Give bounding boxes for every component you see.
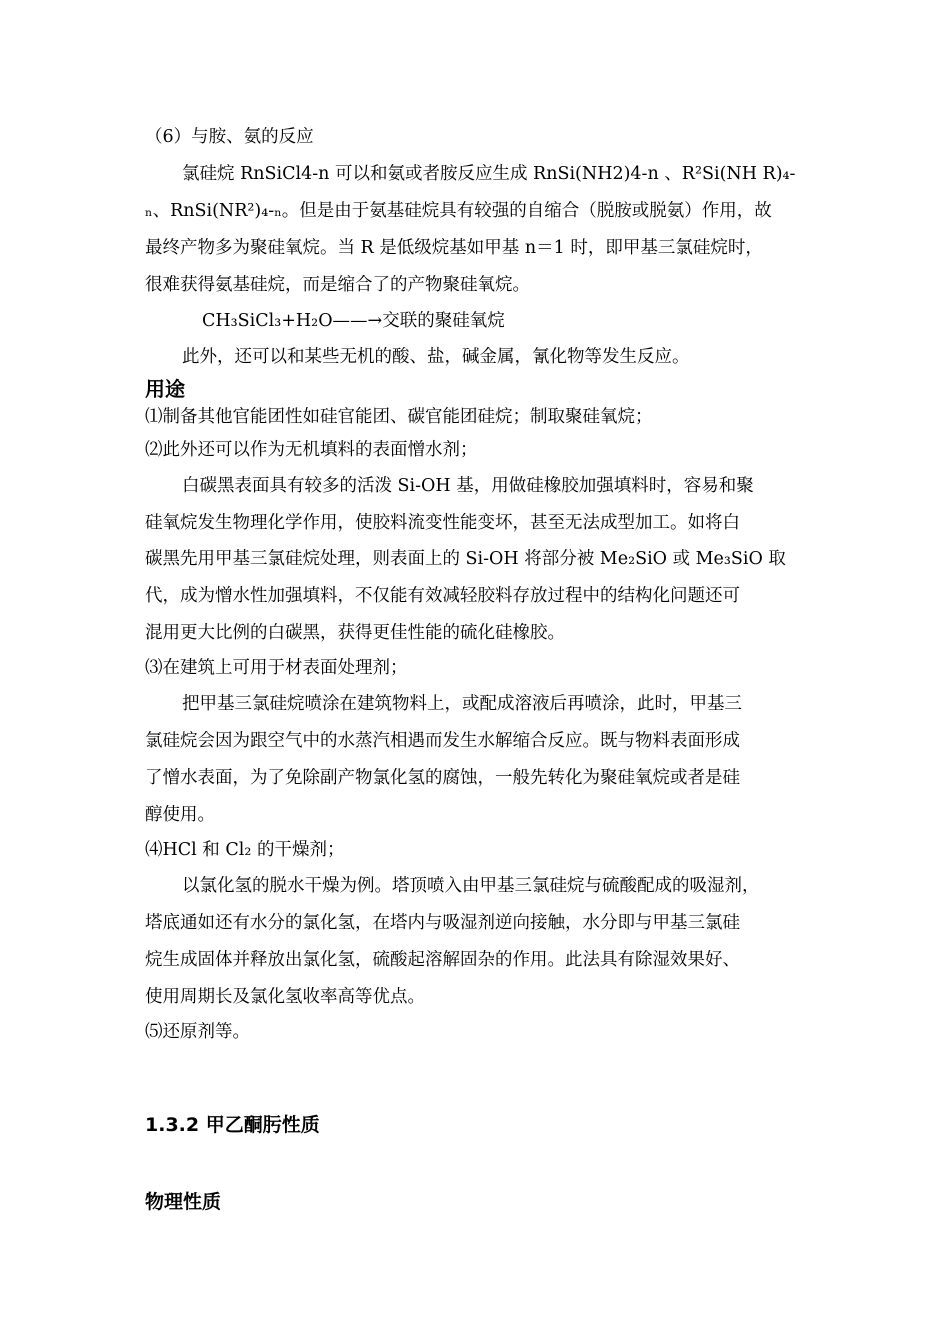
chemical-equation: CH₃SiCl₃+H₂O——→交联的聚硅氧烷 [202, 311, 505, 331]
paragraph-line: 氯硅烷 RnSiCl4-n 可以和氨或者胺反应生成 RnSi(NH2)4-n 、R²Si(NH R)₄- [182, 164, 796, 184]
list-item: ⑴制备其他官能团性如硅官能团、碳官能团硅烷；制取聚硅氧烷； [145, 407, 653, 427]
section-heading-amine-reaction: （6）与胺、氨的反应 [145, 127, 314, 147]
section-heading-uses: 用途 [145, 377, 185, 401]
section-heading-mek-oxime: 1.3.2 甲乙酮肟性质 [145, 1114, 320, 1136]
list-item: ⑵此外还可以作为无机填料的表面憎水剂； [145, 440, 478, 460]
section-heading-physical-properties: 物理性质 [145, 1191, 222, 1213]
paragraph-line: 代，成为憎水性加强填料，不仅能有效减轻胶料存放过程中的结构化问题还可 [145, 586, 740, 606]
list-item: ⑸还原剂等。 [145, 1022, 250, 1042]
paragraph-line: 碳黑先用甲基三氯硅烷处理，则表面上的 Si-OH 将部分被 Me₂SiO 或 Me₃SiO 取 [145, 549, 786, 569]
paragraph-line: 混用更大比例的白碳黑，获得更佳性能的硫化硅橡胶。 [145, 623, 565, 643]
paragraph-line: 白碳黑表面具有较多的活泼 Si-OH 基，用做硅橡胶加强填料时，容易和聚 [182, 476, 754, 496]
paragraph-line: 氯硅烷会因为跟空气中的水蒸汽相遇而发生水解缩合反应。既与物料表面形成 [145, 731, 740, 751]
paragraph-line: 以氯化氢的脱水干燥为例。塔顶喷入由甲基三氯硅烷与硫酸配成的吸湿剂， [182, 876, 760, 896]
paragraph-line: 使用周期长及氯化氢收率高等优点。 [145, 987, 425, 1007]
paragraph-line: 了憎水表面，为了免除副产物氯化氢的腐蚀，一般先转化为聚硅氧烷或者是硅 [145, 768, 740, 788]
paragraph-line: 醇使用。 [145, 805, 215, 825]
paragraph-line: 很难获得氨基硅烷，而是缩合了的产物聚硅氧烷。 [145, 275, 530, 295]
paragraph-line: 塔底通如还有水分的氯化氢，在塔内与吸湿剂逆向接触，水分即与甲基三氯硅 [145, 913, 740, 933]
paragraph-line: 把甲基三氯硅烷喷涂在建筑物料上，或配成溶液后再喷涂，此时，甲基三 [182, 694, 742, 714]
paragraph-line: 烷生成固体并释放出氯化氢，硫酸起溶解固杂的作用。此法具有除湿效果好、 [145, 950, 740, 970]
list-item: ⑶在建筑上可用于材表面处理剂； [145, 658, 408, 678]
paragraph-line: ₙ、RnSi(NR²)₄-ₙ。但是由于氨基硅烷具有较强的自缩合（脱胺或脱氨）作用，故 [145, 201, 772, 221]
paragraph-line: 硅氧烷发生物理化学作用，使胶料流变性能变坏，甚至无法成型加工。如将白 [145, 513, 740, 533]
paragraph-line: 此外，还可以和某些无机的酸、盐，碱金属，氰化物等发生反应。 [182, 347, 690, 367]
list-item: ⑷HCl 和 Cl₂ 的干燥剂； [145, 840, 345, 860]
paragraph-line: 最终产物多为聚硅氧烷。当 R 是低级烷基如甲基 n＝1 时，即甲基三氯硅烷时， [145, 238, 763, 258]
